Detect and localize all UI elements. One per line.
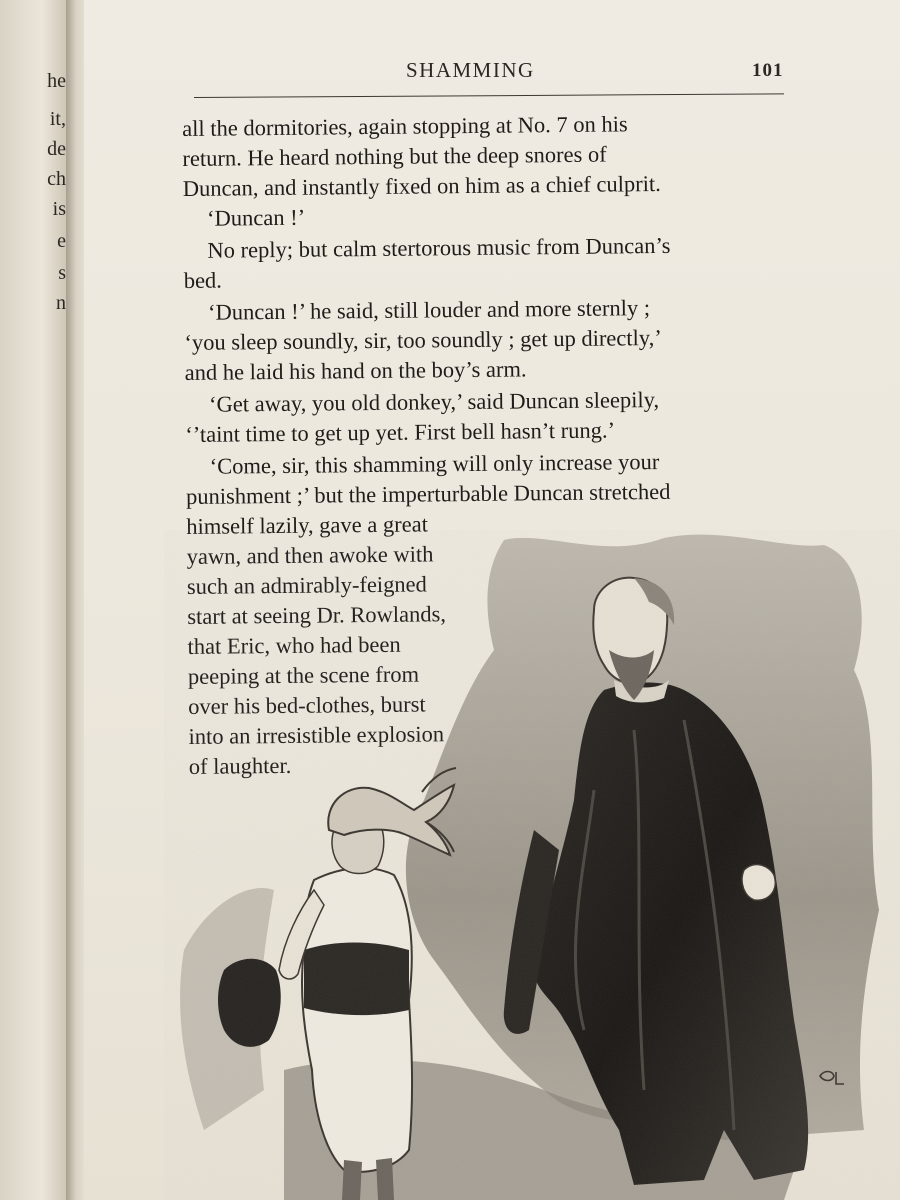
book-page — [84, 0, 900, 1200]
facing-page-fragment: de — [47, 138, 66, 160]
text-line: and he laid his hand on the boy’s arm. — [184, 356, 527, 385]
text-line: of laughter. — [188, 752, 292, 779]
page-header — [84, 52, 900, 82]
text-line: bed. — [183, 267, 222, 293]
text-line: over his bed-clothes, burst — [188, 691, 426, 719]
text-line: all the dormitories, again stopping at No. 7 on his — [182, 111, 628, 141]
running-title: SHAMMING — [406, 58, 535, 82]
text-line: himself lazily, gave a great — [186, 511, 428, 539]
text-line: that Eric, who had been — [187, 631, 401, 659]
header-rule — [194, 93, 784, 98]
text-line: ‘’taint time to get up yet. First bell hasn’t rung.’ — [185, 417, 616, 447]
text-line: ‘Get away, you old donkey,’ said Duncan sleepily, — [208, 387, 660, 417]
text-line: yawn, and then awoke with — [186, 541, 434, 569]
engraving-illustration — [164, 530, 900, 1200]
text-line: start at seeing Dr. Rowlands, — [187, 601, 447, 629]
text-line: ‘Duncan !’ he said, still louder and more sternly ; — [207, 295, 651, 325]
text-line: peeping at the scene from — [187, 661, 420, 689]
facing-page-fragment: he — [47, 70, 66, 92]
facing-page-edge — [0, 0, 70, 1200]
text-line: into an irresistible explosion — [188, 721, 445, 749]
facing-page-fragment: s — [58, 262, 66, 284]
page-number: 101 — [752, 60, 784, 81]
text-line: such an admirably-feigned — [186, 571, 427, 599]
text-line: ‘Duncan !’ — [206, 204, 306, 231]
text-line: ‘you sleep soundly, sir, too soundly ; get up directly,’ — [184, 324, 662, 355]
print-grain — [164, 530, 900, 1200]
facing-page-fragment: n — [56, 292, 66, 314]
body-text — [182, 108, 792, 779]
text-line: ‘Come, sir, this shamming will only increase your — [209, 449, 660, 479]
facing-page-fragment: is — [52, 198, 66, 220]
text-line: Duncan, and instantly fixed on him as a chief culprit. — [182, 170, 661, 201]
text-line: return. He heard nothing but the deep snores of — [182, 141, 607, 171]
facing-page-fragment: ch — [47, 168, 66, 190]
text-line: punishment ;’ but the imperturbable Duncan stretched — [185, 478, 671, 509]
text-line: No reply; but calm stertorous music from Duncan’s — [207, 232, 671, 263]
facing-page-fragment: e — [57, 230, 66, 252]
facing-page-fragment: it, — [49, 108, 66, 130]
